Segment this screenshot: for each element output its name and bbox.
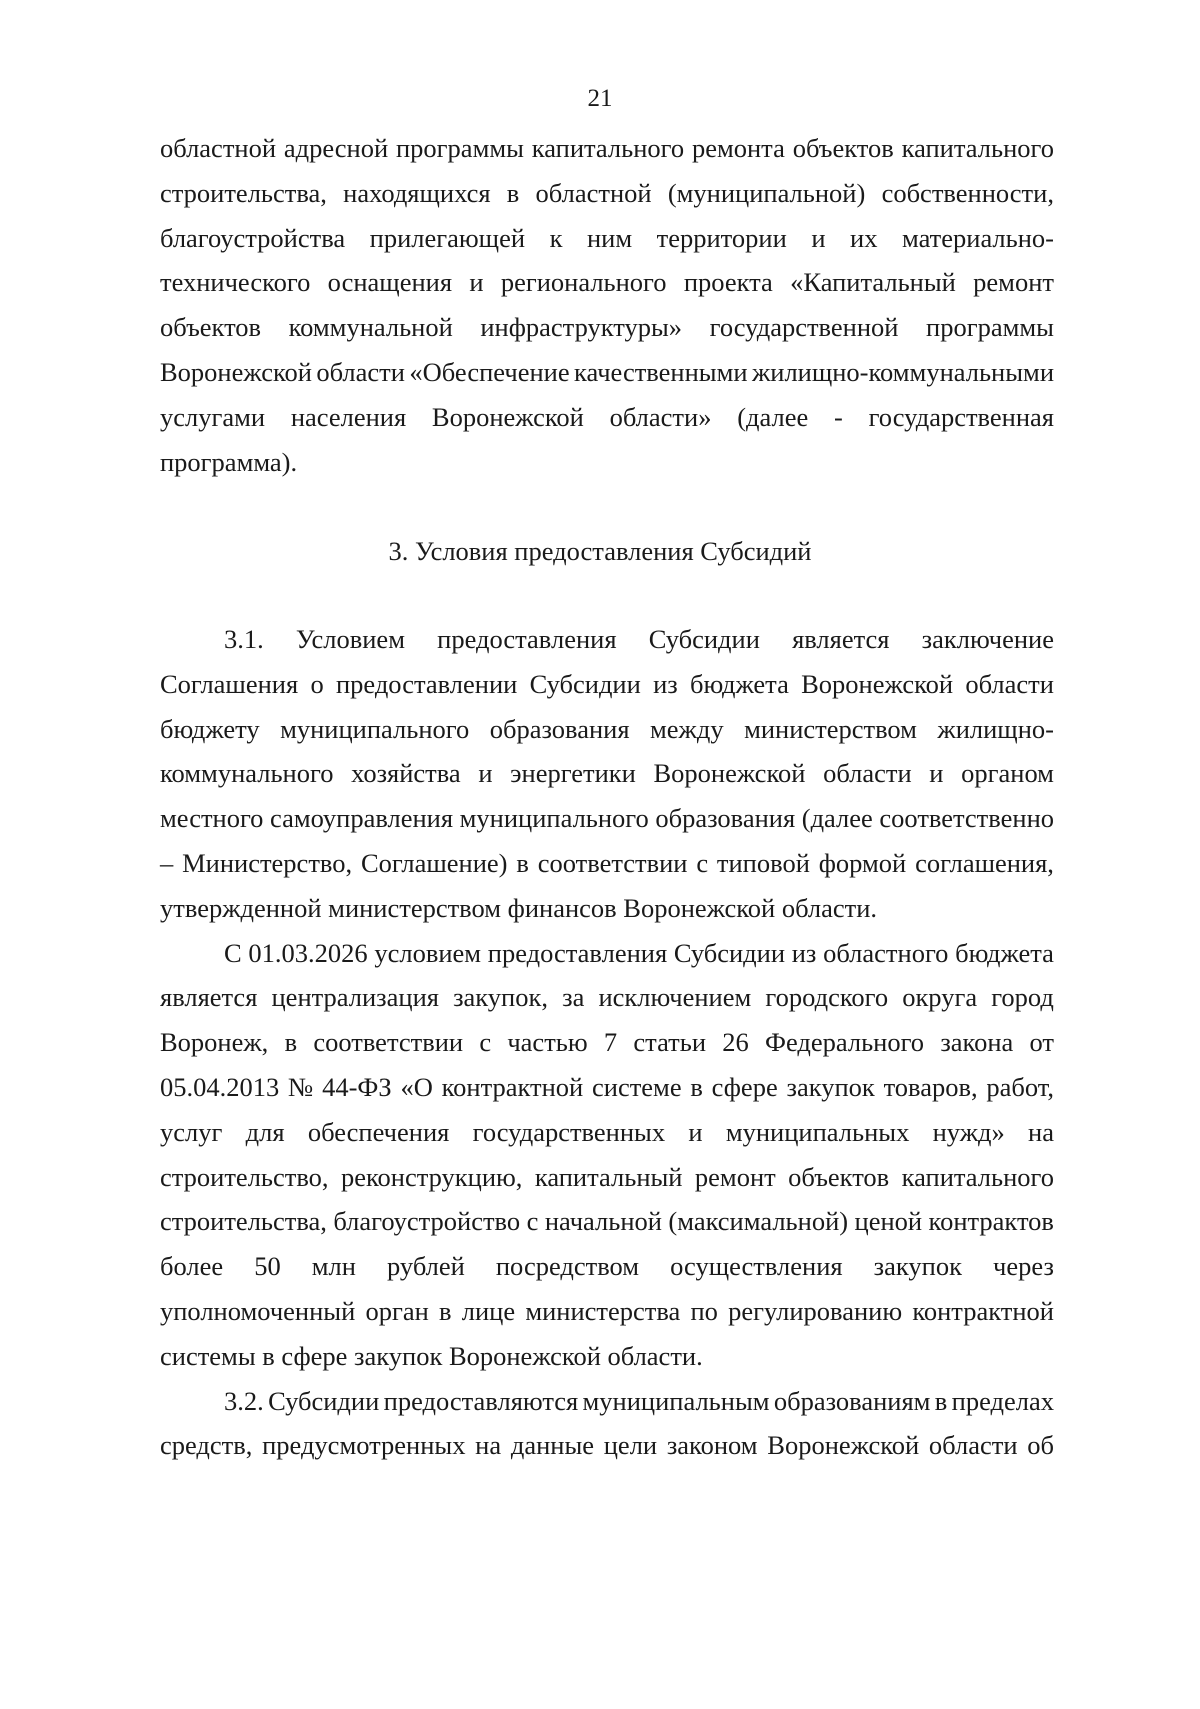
- word: предоставления: [437, 624, 617, 654]
- word: строительства,: [160, 177, 327, 208]
- word: объектов: [792, 133, 894, 163]
- word: прилегающей: [369, 222, 526, 253]
- word: благоустройство: [333, 1206, 521, 1237]
- word: капитального: [901, 1161, 1054, 1192]
- word: муниципальным: [582, 1385, 770, 1416]
- word: Воронежской: [653, 758, 806, 789]
- word: жилищно-коммунальными: [751, 356, 1054, 387]
- word: Федерального: [765, 1027, 925, 1058]
- word: от: [1029, 1027, 1054, 1058]
- text-line: [160, 975, 1054, 1020]
- word: ремонт: [694, 1161, 776, 1192]
- word: качественными: [574, 356, 748, 387]
- word: строительства,: [160, 1206, 327, 1237]
- word: Условием: [295, 624, 405, 654]
- word: в: [439, 1295, 452, 1326]
- word: соглашения,: [915, 847, 1054, 878]
- word: округа: [902, 982, 978, 1013]
- word: №: [288, 1071, 314, 1102]
- text-line: [160, 171, 1054, 216]
- word: области: [316, 356, 405, 387]
- text-line: [160, 841, 1054, 886]
- word: типовой: [716, 847, 810, 878]
- word: Воронеж,: [160, 1027, 269, 1058]
- word: областного: [823, 937, 949, 968]
- word: 3.2.: [224, 1385, 264, 1416]
- word: о: [310, 668, 324, 699]
- word: (максимальной): [668, 1206, 849, 1237]
- word: в: [284, 1027, 298, 1058]
- text-line: [160, 1289, 1054, 1334]
- word: 26: [722, 1027, 749, 1058]
- word: системе: [592, 1071, 682, 1102]
- word: Субсидии: [648, 624, 760, 654]
- word: в: [516, 847, 529, 878]
- word: населения: [290, 401, 407, 432]
- word: Субсидии: [529, 668, 641, 699]
- word: за: [562, 982, 585, 1013]
- word: через: [993, 1251, 1054, 1282]
- word: образования: [655, 803, 796, 834]
- word: между: [650, 713, 724, 744]
- word: городского: [765, 982, 889, 1013]
- word: 01.03.2026: [248, 937, 368, 968]
- text-line: программа).: [160, 446, 298, 477]
- word: на: [1028, 1116, 1054, 1147]
- word: в: [934, 1385, 948, 1416]
- word: и: [478, 758, 493, 789]
- word: услугами: [160, 401, 266, 432]
- word: министерства: [525, 1295, 681, 1326]
- word: соответствии: [537, 847, 688, 878]
- word: энергетики: [510, 758, 636, 789]
- page-number: 21: [587, 85, 613, 112]
- word: программы: [926, 312, 1054, 343]
- word: закупок: [786, 1071, 875, 1102]
- word: ремонта: [691, 133, 785, 163]
- word: государственных: [472, 1116, 666, 1147]
- word: цели: [603, 1430, 658, 1461]
- word: оснащения: [327, 267, 453, 298]
- word: и: [469, 267, 484, 298]
- word: (далее: [737, 401, 809, 432]
- word: закупок: [873, 1251, 962, 1282]
- word: капитального: [531, 133, 685, 163]
- word: благоустройства: [160, 222, 346, 253]
- word: закупок,: [453, 982, 548, 1013]
- word: по: [690, 1295, 718, 1326]
- word: строительство,: [160, 1161, 329, 1192]
- word: С: [224, 937, 242, 968]
- word: материально-: [902, 222, 1054, 253]
- word: закона: [940, 1027, 1014, 1058]
- word: работ,: [986, 1071, 1054, 1102]
- word: коммунального: [160, 758, 334, 789]
- word: предусмотренных: [262, 1430, 466, 1461]
- word: 50: [254, 1251, 281, 1282]
- word: бюджету: [160, 713, 260, 744]
- word: посредством: [495, 1251, 640, 1282]
- word: предоставляются: [383, 1385, 579, 1416]
- text-line: [160, 751, 1054, 796]
- word: области»: [609, 401, 712, 432]
- word: контрактной: [912, 1295, 1054, 1326]
- text-line: [160, 260, 1054, 305]
- word: капитальный: [534, 1161, 683, 1192]
- word: более: [160, 1251, 224, 1282]
- word: области: [823, 758, 912, 789]
- word: 7: [603, 1027, 618, 1058]
- continuation-paragraph: [160, 126, 1054, 484]
- word: предоставлении: [335, 668, 518, 699]
- text-line: [160, 395, 1054, 440]
- word: с: [696, 847, 709, 878]
- text-line: [160, 617, 1054, 662]
- word: обеспечения: [307, 1116, 450, 1147]
- word: данные: [510, 1430, 595, 1461]
- word: объектов: [160, 312, 262, 343]
- word: к: [549, 222, 563, 253]
- word: контрактной: [441, 1071, 584, 1102]
- word: программы: [396, 133, 524, 163]
- word: 3.1.: [224, 624, 264, 654]
- text-line: [160, 707, 1054, 752]
- word: средств,: [160, 1430, 253, 1461]
- word: коммунальной: [288, 312, 453, 343]
- word: собственности,: [881, 177, 1054, 208]
- word: государственная: [868, 401, 1054, 432]
- word: области: [965, 668, 1054, 699]
- word: уполномоченный: [160, 1295, 356, 1326]
- word: об: [1027, 1430, 1054, 1461]
- word: -: [834, 401, 843, 432]
- word: муниципального: [280, 713, 470, 744]
- text-line: [160, 350, 1054, 395]
- word: заключение: [921, 624, 1054, 654]
- word: является: [792, 624, 890, 654]
- word: централизация: [271, 982, 439, 1013]
- word: «Капитальный: [790, 267, 956, 298]
- word: начальной: [544, 1206, 662, 1237]
- word: областной: [535, 177, 652, 208]
- word: реконструкцию,: [340, 1161, 523, 1192]
- word: местного: [160, 803, 264, 834]
- word: из: [791, 937, 817, 968]
- text-line: [160, 1244, 1054, 1289]
- word: области: [928, 1430, 1018, 1461]
- word: услуг: [160, 1116, 223, 1147]
- word: 05.04.2013: [160, 1071, 280, 1102]
- word: ним: [586, 222, 633, 253]
- text-line: [160, 1379, 1054, 1424]
- word: государственной: [709, 312, 899, 343]
- word: статьи: [633, 1027, 707, 1058]
- word: областной: [160, 133, 277, 163]
- word: рублей: [387, 1251, 465, 1282]
- word: технического: [160, 267, 311, 298]
- word: с: [526, 1206, 539, 1237]
- word: жилищно-: [937, 713, 1054, 744]
- word: капитального: [901, 133, 1054, 163]
- text-line: системы в сфере закупок Воронежской области.: [160, 1340, 703, 1371]
- word: сфере: [711, 1071, 778, 1102]
- text-line: [160, 662, 1054, 707]
- text-line: [160, 1155, 1054, 1200]
- text-line: [160, 305, 1054, 350]
- word: в: [506, 177, 520, 208]
- word: лице: [461, 1295, 516, 1326]
- word: объектов: [788, 1161, 890, 1192]
- word: из: [653, 668, 678, 699]
- word: осуществления: [670, 1251, 843, 1282]
- word: хозяйства: [351, 758, 461, 789]
- text-line: [160, 1065, 1054, 1110]
- word: с: [479, 1027, 492, 1058]
- section-paragraphs: [160, 617, 1054, 1468]
- text-line: [160, 796, 1054, 841]
- word: и: [688, 1116, 703, 1147]
- section-heading: 3. Условия предоставления Субсидий: [388, 536, 812, 566]
- text-line: [160, 931, 1054, 976]
- word: город: [991, 982, 1054, 1013]
- word: (муниципальной): [667, 177, 866, 208]
- word: инфраструктуры»: [480, 312, 683, 343]
- word: Соглашение): [360, 847, 508, 878]
- word: ценой: [854, 1206, 923, 1237]
- word: находящихся: [343, 177, 491, 208]
- word: млн: [311, 1251, 356, 1282]
- word: Воронежской: [160, 356, 312, 387]
- word: Министерство,: [182, 847, 353, 878]
- word: орган: [365, 1295, 429, 1326]
- word: Воронежской: [767, 1430, 920, 1461]
- word: 44-ФЗ: [322, 1071, 392, 1102]
- word: Воронежской: [431, 401, 584, 432]
- word: на: [475, 1430, 502, 1461]
- word: Субсидии: [268, 1385, 380, 1416]
- text-line: [160, 1020, 1054, 1065]
- word: –: [160, 847, 174, 878]
- text-line: [160, 1110, 1054, 1155]
- word: Субсидии: [673, 937, 786, 968]
- word: (далее: [801, 803, 873, 834]
- word: контрактов: [928, 1206, 1054, 1237]
- text-line: [160, 216, 1054, 261]
- word: муниципального: [459, 803, 649, 834]
- word: министерством: [744, 713, 917, 744]
- word: регулированию: [728, 1295, 903, 1326]
- word: проекта: [683, 267, 773, 298]
- word: их: [850, 222, 878, 253]
- word: «О: [400, 1071, 433, 1102]
- word: для: [245, 1116, 285, 1147]
- word: Соглашения: [160, 668, 299, 699]
- word: и: [811, 222, 826, 253]
- word: ремонт: [973, 267, 1054, 298]
- word: образования: [489, 713, 630, 744]
- word: «Обеспечение: [409, 356, 570, 387]
- text-line: [160, 1199, 1054, 1244]
- text-line: утвержденной министерством финансов Воронежской области.: [160, 892, 878, 923]
- word: муниципальных: [725, 1116, 910, 1147]
- word: товаров,: [883, 1071, 978, 1102]
- word: регионального: [500, 267, 667, 298]
- word: соответственно: [879, 803, 1054, 834]
- text-line: [160, 126, 1054, 171]
- word: является: [160, 982, 258, 1013]
- word: бюджета: [955, 937, 1054, 968]
- text-line: [160, 1423, 1054, 1468]
- word: формой: [818, 847, 907, 878]
- word: органом: [961, 758, 1054, 789]
- word: территории: [656, 222, 787, 253]
- word: бюджета: [690, 668, 789, 699]
- word: предоставления: [487, 937, 668, 968]
- word: в: [690, 1071, 703, 1102]
- word: частью: [507, 1027, 588, 1058]
- word: условием: [374, 937, 482, 968]
- word: нужд»: [932, 1116, 1005, 1147]
- word: законом: [666, 1430, 758, 1461]
- word: Воронежской: [801, 668, 954, 699]
- word: соответствии: [313, 1027, 464, 1058]
- word: адресной: [283, 133, 389, 163]
- word: самоуправления: [270, 803, 454, 834]
- word: образованиям: [773, 1385, 931, 1416]
- word: и: [929, 758, 944, 789]
- word: исключением: [598, 982, 752, 1013]
- word: пределах: [951, 1385, 1054, 1416]
